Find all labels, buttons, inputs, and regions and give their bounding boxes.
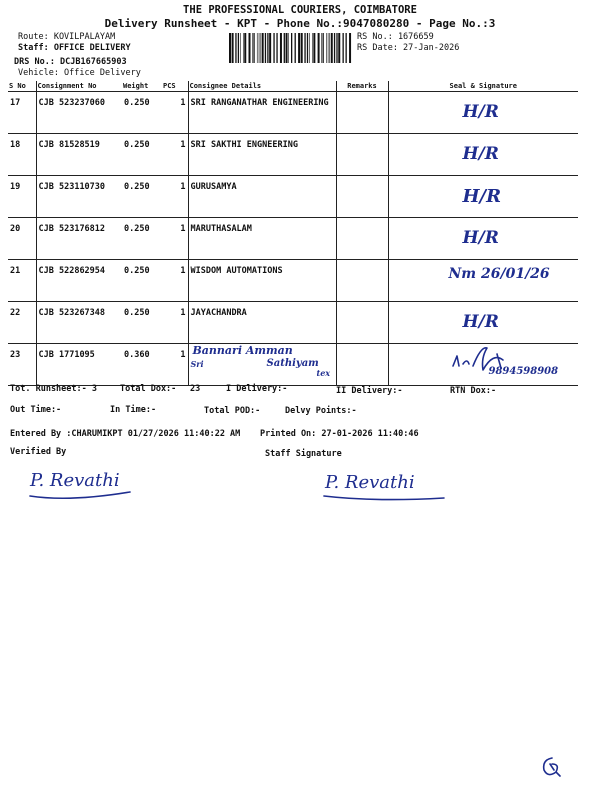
barcode-bar xyxy=(269,33,271,63)
table-row xyxy=(8,302,578,344)
drs-number: DRS No.: DCJB167665903 xyxy=(14,57,127,67)
cell-remarks xyxy=(336,302,388,344)
barcode-bar xyxy=(284,33,285,63)
table-row xyxy=(8,134,578,176)
barcode-bar xyxy=(265,33,266,63)
cell-consignee: MARUTHASALAM xyxy=(188,218,336,260)
staff-label: Staff: OFFICE DELIVERY xyxy=(18,43,131,53)
cell-remarks xyxy=(336,218,388,260)
cell-remarks xyxy=(336,260,388,302)
barcode-bar xyxy=(309,33,310,63)
barcode-bar xyxy=(331,33,333,63)
cell-consignment: CJB 81528519 xyxy=(36,134,122,176)
in-time-label: In Time:- xyxy=(110,405,157,415)
seal-handwriting: H/R xyxy=(462,228,499,248)
total-dox-label: Total Dox:- xyxy=(120,384,177,394)
barcode-bar xyxy=(257,33,258,63)
total-pod-label: Total POD:- xyxy=(204,406,261,416)
cell-remarks xyxy=(336,176,388,218)
cell-seal xyxy=(388,218,578,260)
cell-consignment: CJB 523176812 xyxy=(36,218,122,260)
cell-seal xyxy=(388,92,578,134)
barcode-bar xyxy=(349,33,351,63)
barcode-bar xyxy=(334,33,335,63)
col-header-weight: Weight xyxy=(122,81,162,92)
barcode-bar xyxy=(229,33,231,63)
barcode-bar xyxy=(301,33,303,63)
tot-runsheet: Tot. Runsheet:- 3 xyxy=(10,384,97,394)
entered-by: Entered By :CHARUMIKPT 01/27/2026 11:40:22 AM xyxy=(10,429,241,439)
seal-handwriting: H/R xyxy=(462,312,499,332)
cell-sno: 20 xyxy=(8,218,36,260)
barcode-bar xyxy=(259,33,260,63)
col-header-consignment: Consignment No xyxy=(36,81,122,92)
cell-remarks xyxy=(336,134,388,176)
col-header-sno: S No xyxy=(8,81,36,92)
phone-handwriting: 9894598908 xyxy=(488,366,559,377)
consignee-handwriting: tex xyxy=(316,368,331,378)
barcode-bar xyxy=(307,33,308,63)
barcode-bar xyxy=(260,33,261,63)
staff-signature-underline xyxy=(320,490,450,504)
barcode-bar xyxy=(240,33,241,63)
table-row xyxy=(8,260,578,302)
table-header-row xyxy=(8,81,578,92)
consignee-handwriting: Sathiyam xyxy=(266,358,319,369)
barcode-bar xyxy=(326,33,327,63)
cell-consignee: SRI SAKTHI ENGNEERING xyxy=(188,134,336,176)
cell-consignee: JAYACHANDRA xyxy=(188,302,336,344)
barcode-bar xyxy=(318,33,320,63)
total-dox-value: 23 xyxy=(190,384,201,394)
cell-sno: 21 xyxy=(8,260,36,302)
ii-delivery-label: II Delivery:- xyxy=(336,386,403,396)
barcode-bar xyxy=(291,33,292,63)
cell-pcs: 1 xyxy=(162,260,188,302)
printed-on: Printed On: 27-01-2026 11:40:46 xyxy=(260,429,419,439)
barcode-bar xyxy=(243,33,244,63)
rtn-dox-label: RTN Dox:- xyxy=(450,386,497,396)
barcode-bar xyxy=(343,33,344,63)
barcode-bar xyxy=(304,33,305,63)
cell-weight: 0.250 xyxy=(122,218,162,260)
barcode-bar xyxy=(232,33,234,63)
barcode-bar xyxy=(252,33,253,63)
cell-weight: 0.250 xyxy=(122,260,162,302)
barcode-bar xyxy=(280,33,282,63)
cell-weight: 0.250 xyxy=(122,176,162,218)
barcode-bar xyxy=(313,33,315,63)
i-delivery-label: I Delivery:- xyxy=(226,384,288,394)
col-header-seal: Seal & Signature xyxy=(388,81,578,92)
delvy-points-label: Delvy Points:- xyxy=(285,406,357,416)
barcode-bar xyxy=(262,33,264,63)
col-header-remarks: Remarks xyxy=(336,81,388,92)
verified-by-label: Verified By xyxy=(10,447,67,457)
barcode-bar xyxy=(312,33,313,63)
cell-weight: 0.250 xyxy=(122,302,162,344)
table-row xyxy=(8,92,578,134)
cell-weight: 0.250 xyxy=(122,92,162,134)
seal-handwriting: Nm 26/01/26 xyxy=(448,266,550,282)
cell-pcs: 1 xyxy=(162,176,188,218)
barcode-bar xyxy=(328,33,329,63)
cell-weight: 0.360 xyxy=(122,344,162,386)
barcode-bar xyxy=(238,33,239,63)
rs-number: RS No.: 1676659 xyxy=(357,32,434,42)
cell-consignment: CJB 1771095 xyxy=(36,344,122,386)
cell-seal xyxy=(388,260,578,302)
barcode-bar xyxy=(235,33,236,63)
cell-sno: 17 xyxy=(8,92,36,134)
staff-signature: P. Revathi xyxy=(325,472,415,493)
seal-handwriting: H/R xyxy=(462,186,502,207)
cell-pcs: 1 xyxy=(162,218,188,260)
barcode-bar xyxy=(244,33,246,63)
barcode-bar xyxy=(253,33,254,63)
cell-sno: 19 xyxy=(8,176,36,218)
barcode-bar xyxy=(321,33,322,63)
barcode-bar xyxy=(336,33,337,63)
staff-signature-label: Staff Signature xyxy=(265,449,342,459)
verified-signature-underline xyxy=(26,488,136,502)
barcode-bar xyxy=(329,33,330,63)
cell-seal xyxy=(388,176,578,218)
company-title: THE PROFESSIONAL COURIERS, COIMBATORE xyxy=(183,4,417,16)
runsheet-table xyxy=(8,81,578,386)
cell-consignment: CJB 523267348 xyxy=(36,302,122,344)
vehicle-label: Vehicle: Office Delivery xyxy=(18,68,141,78)
cell-seal xyxy=(388,344,578,386)
rs-date: RS Date: 27-Jan-2026 xyxy=(357,43,460,53)
barcode-bar xyxy=(323,33,324,63)
cell-pcs: 1 xyxy=(162,344,188,386)
seal-handwriting: H/R xyxy=(462,102,499,122)
cell-consignee: WISDOM AUTOMATIONS xyxy=(188,260,336,302)
col-header-consignee: Consignee Details xyxy=(188,81,336,92)
barcode-bar xyxy=(346,33,347,63)
corner-scribble-icon xyxy=(540,754,564,780)
out-time-label: Out Time:- xyxy=(10,405,62,415)
cell-sno: 22 xyxy=(8,302,36,344)
barcode-bar xyxy=(273,33,274,63)
route-label: Route: KOVILPALAYAM xyxy=(18,32,116,42)
barcode-bar xyxy=(288,33,289,63)
cell-remarks xyxy=(336,344,388,386)
cell-consignee: SRI RANGANATHAR ENGINEERING xyxy=(188,92,336,134)
barcode-bar xyxy=(295,33,296,63)
cell-pcs: 1 xyxy=(162,134,188,176)
cell-pcs: 1 xyxy=(162,92,188,134)
table-row xyxy=(8,344,578,386)
cell-remarks xyxy=(336,92,388,134)
cell-consignment: CJB 523110730 xyxy=(36,176,122,218)
barcode-bar xyxy=(338,33,340,63)
barcode-bar xyxy=(276,33,277,63)
runsheet-subtitle: Delivery Runsheet - KPT - Phone No.:9047080280 - Page No.:3 xyxy=(104,17,496,30)
seal-handwriting: H/R xyxy=(462,144,499,164)
cell-consignment: CJB 522862954 xyxy=(36,260,122,302)
cell-consignee: GURUSAMYA xyxy=(188,176,336,218)
table-row xyxy=(8,176,578,218)
barcode-image xyxy=(228,33,352,63)
consignee-handwriting: Bannari Amman xyxy=(192,344,293,357)
table-row xyxy=(8,218,578,260)
cell-sno: 18 xyxy=(8,134,36,176)
cell-consignee xyxy=(188,344,336,386)
cell-weight: 0.250 xyxy=(122,134,162,176)
verified-signature: P. Revathi xyxy=(30,470,120,491)
barcode-bar xyxy=(249,33,251,63)
cell-consignment: CJB 523237060 xyxy=(36,92,122,134)
barcode-bar xyxy=(267,33,268,63)
consignee-handwriting: Sri xyxy=(190,359,204,369)
cell-seal xyxy=(388,302,578,344)
cell-pcs: 1 xyxy=(162,302,188,344)
col-header-pcs: PCS xyxy=(162,81,188,92)
barcode-bar xyxy=(286,33,288,63)
barcode-bar xyxy=(298,33,300,63)
cell-sno: 23 xyxy=(8,344,36,386)
cell-seal xyxy=(388,134,578,176)
